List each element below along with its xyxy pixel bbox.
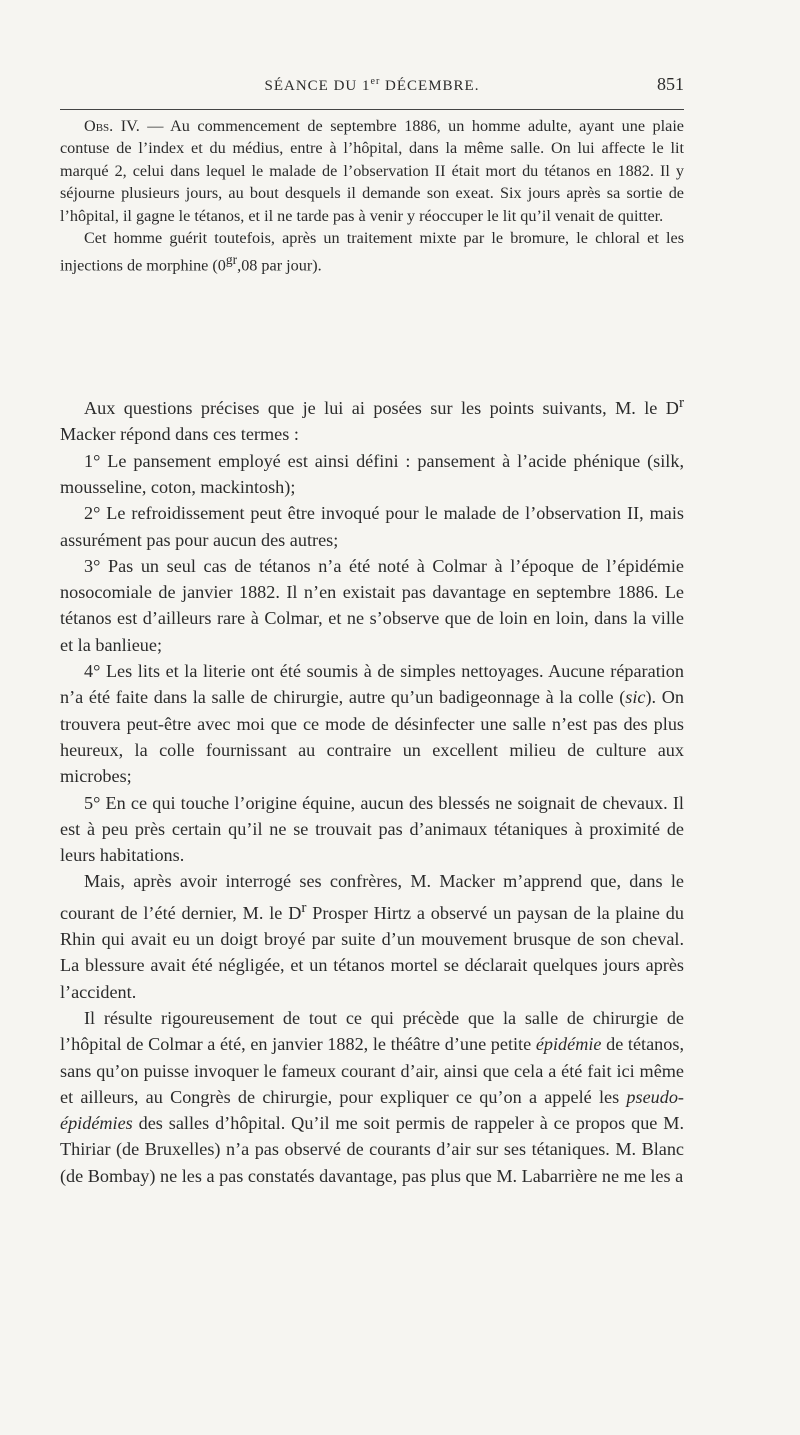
running-title-text-end: DÉCEMBRE. — [380, 78, 480, 94]
page-number: 851 — [657, 74, 684, 94]
paragraph-questions — [60, 390, 684, 448]
paragraph-conclusion-text-a: Il résulte rigoureusement de tout ce qui précède que la salle de chirurgie de l’hôpital de Colmar a été, en janvier 1882, le théâtre d’une petite — [60, 1007, 684, 1055]
answer-item-3: 3° Pas un seul cas de tétanos n’a été noté à Colmar à l’époque de l’épidémie nosocomiale de janvier 1882. Il n’en existait pas davantage en septembre 1886. Le tétanos est d’ailleurs rare à Colmar, et ne s’observe que de loin en loin, dans la ville et la banlieue; — [60, 555, 684, 655]
paragraph-macker-text-end: Prosper Hirtz a observé un paysan de la plaine du Rhin qui avait eu un doigt broyé par suite d’un mouvement brusque de son cheval. La blessure avait été négligée, et un tétanos mortel se déclarait quelques jours après l’accident. — [60, 902, 684, 1002]
observation-label: Obs. IV. — [84, 117, 140, 135]
answer-item-4-text: 4° Les lits et la literie ont été soumis à de simples nettoyages. Aucune réparation n’a été faite dans la salle de chirurgie, autre qu’un badigeonnage à la colle ( — [60, 661, 684, 708]
observation-text-2-end: ,08 par jour). — [237, 256, 322, 275]
observation-text-2: Cet homme guérit toutefois, après un traitement mixte par le bromure, le chloral et les injections de morphine (0 — [60, 229, 684, 275]
answer-item-1: 1° Le pansement employé est ainsi défini : pansement à l’acide phénique (silk, mousseline, coton, mackintosh); — [60, 450, 684, 497]
sic-italic: sic — [625, 687, 646, 708]
observation-paragraph-2 — [60, 227, 684, 277]
observation-block — [60, 115, 684, 277]
answer-item-5: 5° En ce qui touche l’origine équine, aucun des blessés ne soignait de chevaux. Il est à peu près certain qu’il ne se trouvait pas d’animaux tétaniques à proximité de leurs habitations. — [60, 792, 684, 866]
paragraph-questions-text: Aux questions précises que je lui ai posées sur les points suivants, M. le D — [84, 398, 679, 419]
paragraph-questions-text-end: Macker répond dans ces termes : — [60, 424, 299, 445]
main-text — [60, 390, 684, 1189]
answer-item-4-text-end: ). On trouvera peut-être avec moi que ce mode de désinfecter une salle n’est pas des plus heureux, la colle fournissant au contraire un excellent milieu de culture aux microbes; — [60, 687, 684, 787]
emphasis-epidemie: épidémie — [535, 1034, 602, 1055]
header-rule — [60, 109, 684, 110]
answer-item-4 — [60, 658, 684, 789]
paragraph-conclusion-text-c: des salles d’hôpital. Qu’il me soit permis de rappeler à ce propos que M. Thiriar (de Bruxelles) n’a pas observé de courants d’air sur ses tétaniques. M. Blanc (de Bombay) ne les a pas constatés davantage, pas plus que M. Labarrière ne me les a — [60, 1113, 684, 1186]
answer-item-2: 2° Le refroidissement peut être invoqué pour le malade de l’observation II, mais assurément pas pour aucun des autres; — [60, 503, 684, 550]
observation-text-1: — Au commencement de septembre 1886, un homme adulte, ayant une plaie contuse de l’index et du médius, entre à l’hôpital, dans la même salle. On lui affecte le lit marqué 2, celui dans lequel le malade de l’observation II était mort du tétanos en 1882. Il y séjourne plusieurs jours, au bout desquels il demande son exeat. Six jours après sa sortie de l’hôpital, il gagne le tétanos, et il ne tarde pas à venir y réoccuper le lit qu’il venait de quitter. — [60, 117, 684, 225]
running-head — [60, 74, 684, 102]
running-title — [60, 76, 684, 95]
doctor-abbrev-superscript: r — [678, 394, 684, 411]
paragraph-macker — [60, 868, 684, 1005]
paragraph-conclusion — [60, 1005, 684, 1189]
paragraph-conclusion-text-b: de tétanos, sans qu’on puisse invoquer le fameux courant d’air, ainsi que cela a été fait ici même et ailleurs, au Congrès de chirurgie, pour expliquer ce qu’on a appelé les — [60, 1034, 684, 1107]
observation-paragraph-1 — [60, 115, 684, 227]
running-title-text: SÉANCE DU 1 — [264, 78, 371, 94]
doctor-abbrev-superscript: r — [301, 898, 307, 916]
emphasis-pseudo-epidemies: pseudo-épidémies — [60, 1086, 684, 1134]
unit-superscript: gr — [225, 252, 238, 268]
paragraph-macker-text: Mais, après avoir interrogé ses confrères, M. Macker m’apprend que, dans le courant de l’été dernier, M. le D — [60, 871, 684, 923]
running-title-superscript: er — [370, 76, 381, 87]
